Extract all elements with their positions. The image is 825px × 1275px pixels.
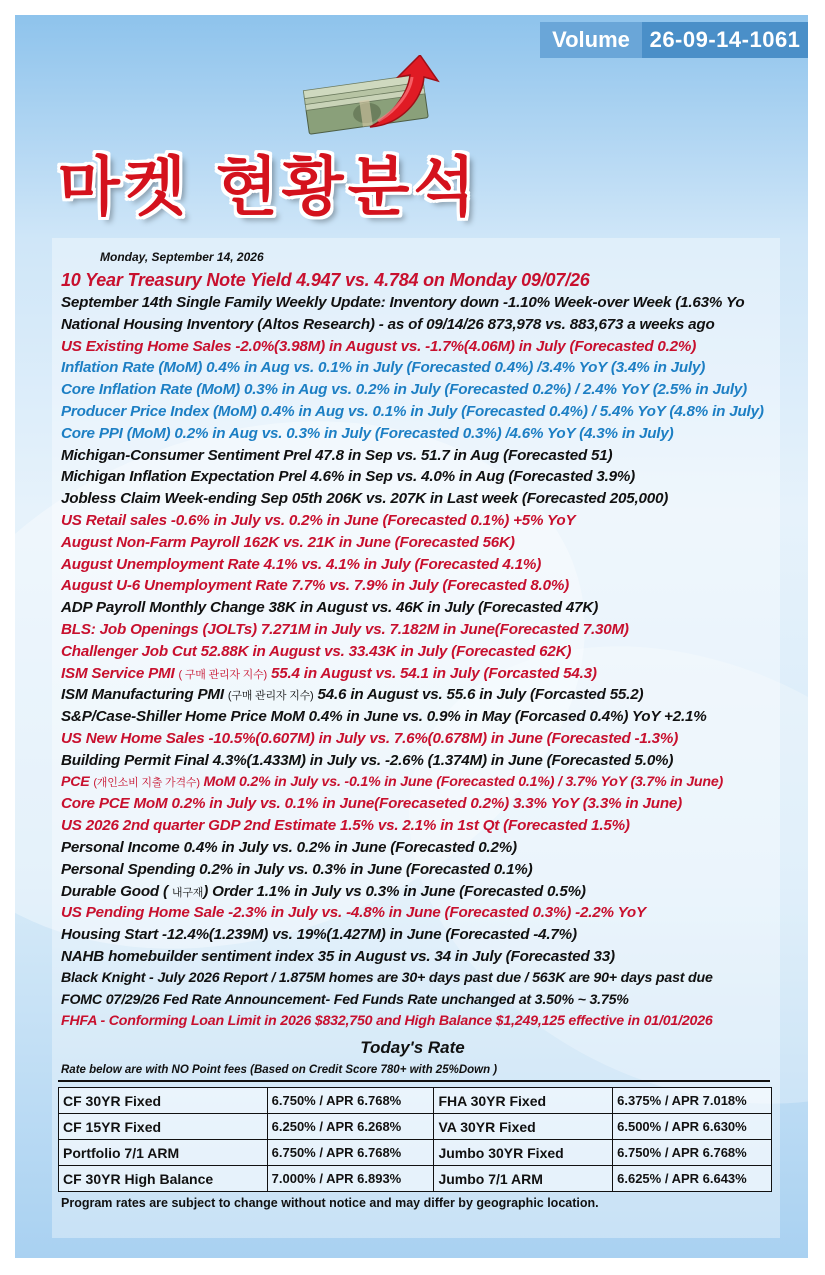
- rate-value: 6.750% / APR 6.768%: [267, 1088, 434, 1114]
- indicator-line: National Housing Inventory (Altos Research) - as of 09/14/26 873,978 vs. 883,673 a weeks ago: [61, 315, 715, 333]
- rate-value: 7.000% / APR 6.893%: [267, 1166, 434, 1192]
- product-name: Portfolio 7/1 ARM: [59, 1140, 268, 1166]
- rate-row: [59, 1088, 772, 1114]
- rates-disclaimer: Program rates are subject to change without notice and may differ by geographic location.: [61, 1196, 599, 1210]
- indicator-text: 54.6 in August vs. 55.6 in July (Forcasted 55.2): [313, 686, 644, 704]
- korean-annotation: (개인소비 지출 가격수): [93, 776, 200, 789]
- indicator-line: NAHB homebuilder sentiment index 35 in August vs. 34 in July (Forecasted 33): [61, 947, 615, 965]
- indicator-line: FHFA - Conforming Loan Limit in 2026 $832,750 and High Balance $1,249,125 effective in 01/01/2026: [61, 1013, 713, 1030]
- indicator-line: BLS: Job Openings (JOLTs) 7.271M in July vs. 7.182M in June(Forecasted 7.30M): [61, 620, 629, 638]
- indicator-line: Core PPI (MoM) 0.2% in Aug vs. 0.3% in July (Forecasted 0.3%) /4.6% YoY (4.3% in July): [61, 424, 674, 442]
- indicator-line: US Retail sales -0.6% in July vs. 0.2% in June (Forecasted 0.1%) +5% YoY: [61, 511, 576, 529]
- indicator-line: 10 Year Treasury Note Yield 4.947 vs. 4.784 on Monday 09/07/26: [61, 270, 590, 290]
- indicator-line: Inflation Rate (MoM) 0.4% in Aug vs. 0.1% in July (Forecasted 0.4%) /3.4% YoY (3.4% in July): [61, 359, 706, 377]
- indicator-line: [61, 684, 816, 706]
- product-name: Jumbo 30YR Fixed: [434, 1140, 613, 1166]
- rate-value: 6.375% / APR 7.018%: [613, 1088, 772, 1114]
- indicator-line: August U-6 Unemployment Rate 7.7% vs. 7.9% in July (Forecasted 8.0%): [61, 577, 569, 595]
- volume-label: Volume: [540, 22, 642, 58]
- divider: [58, 1080, 770, 1082]
- indicator-line: August Non-Farm Payroll 162K vs. 21K in June (Forecasted 56K): [61, 533, 515, 551]
- product-name: CF 30YR High Balance: [59, 1166, 268, 1192]
- indicator-line: Producer Price Index (MoM) 0.4% in Aug vs. 0.1% in July (Forecasted 0.4%) / 5.4% YoY (4.8% in July): [61, 402, 764, 420]
- product-name: CF 30YR Fixed: [59, 1088, 268, 1114]
- korean-annotation: (구매 관리자 지수): [227, 690, 314, 703]
- rate-value: 6.750% / APR 6.768%: [267, 1140, 434, 1166]
- rate-row: [59, 1166, 772, 1192]
- indicator-line: Building Permit Final 4.3%(1.433M) in July vs. -2.6% (1.374M) in June (Forecasted 5.0%): [61, 751, 674, 769]
- report-date: Monday, September 14, 2026: [100, 250, 264, 264]
- indicator-line: September 14th Single Family Weekly Update: Inventory down -1.10% Week-over Week (1.63% Yo: [61, 294, 745, 311]
- indicator-line: S&P/Case-Shiller Home Price MoM 0.4% in June vs. 0.9% in May (Forcased 0.4%) YoY +2.1%: [61, 708, 707, 726]
- indicator-text: PCE: [61, 773, 94, 790]
- rate-value: 6.750% / APR 6.768%: [613, 1140, 772, 1166]
- product-name: VA 30YR Fixed: [434, 1114, 613, 1140]
- volume-number: 26-09-14-1061: [649, 27, 801, 52]
- indicator-text: ) Order 1.1% in July vs 0.3% in June (Forecasted 0.5%): [203, 882, 586, 900]
- volume-badge: [540, 22, 808, 58]
- page-title: 마켓 현황분석: [58, 151, 480, 225]
- indicator-line: [61, 663, 816, 685]
- indicator-text: Durable Good (: [61, 882, 172, 900]
- indicator-line: Challenger Job Cut 52.88K in August vs. 33.43K in July (Forecasted 62K): [61, 642, 572, 660]
- indicator-line: US Existing Home Sales -2.0%(3.98M) in August vs. -1.7%(4.06M) in July (Forecasted 0.2%): [61, 337, 697, 355]
- rate-row: [59, 1114, 772, 1140]
- product-name: CF 15YR Fixed: [59, 1114, 268, 1140]
- indicator-text: 55.4 in August vs. 54.1 in July (Forcasted 54.3): [267, 664, 597, 682]
- indicator-line: ADP Payroll Monthly Change 38K in August vs. 46K in July (Forecasted 47K): [61, 599, 599, 617]
- indicator-line: [61, 881, 816, 903]
- indicator-line: US New Home Sales -10.5%(0.607M) in July vs. 7.6%(0.678M) in June (Forecasted -1.3%): [61, 729, 679, 747]
- product-name: FHA 30YR Fixed: [434, 1088, 613, 1114]
- indicator-line: FOMC 07/29/26 Fed Rate Announcement- Fed Funds Rate unchanged at 3.50% ~ 3.75%: [61, 991, 629, 1008]
- rate-value: 6.250% / APR 6.268%: [267, 1114, 434, 1140]
- indicator-line: Michigan-Consumer Sentiment Prel 47.8 in Sep vs. 51.7 in Aug (Forecasted 51): [61, 446, 613, 464]
- indicator-line: Personal Income 0.4% in July vs. 0.2% in June (Forecasted 0.2%): [61, 838, 517, 856]
- korean-annotation: 내구재: [171, 886, 204, 899]
- indicator-text: ISM Manufacturing PMI: [61, 686, 228, 704]
- indicator-line: Jobless Claim Week-ending Sep 05th 206K vs. 207K in Last week (Forecasted 205,000): [61, 490, 669, 508]
- indicator-line: US 2026 2nd quarter GDP 2nd Estimate 1.5% vs. 2.1% in 1st Qt (Forecasted 1.5%): [61, 817, 630, 835]
- product-name: Jumbo 7/1 ARM: [434, 1166, 613, 1192]
- indicator-line: US Pending Home Sale -2.3% in July vs. -4.8% in June (Forecasted 0.3%) -2.2% YoY: [61, 904, 646, 922]
- rates-title: Today's Rate: [360, 1038, 465, 1057]
- rates-note: Rate below are with NO Point fees (Based on Credit Score 780+ with 25%Down ): [61, 1064, 498, 1076]
- indicator-line: Housing Start -12.4%(1.239M) vs. 19%(1.427M) in June (Forecasted -4.7%): [61, 926, 577, 944]
- money-stack-red-arrow-icon: [300, 55, 448, 135]
- rate-value: 6.625% / APR 6.643%: [613, 1166, 772, 1192]
- indicator-line: Core Inflation Rate (MoM) 0.3% in Aug vs. 0.2% in July (Forecasted 0.2%) / 2.4% YoY (2.5% in July): [61, 381, 747, 399]
- rates-table: [58, 1087, 772, 1192]
- indicator-line: Black Knight - July 2026 Report / 1.875M homes are 30+ days past due / 563K are 90+ days past due: [61, 969, 713, 986]
- rate-value: 6.500% / APR 6.630%: [613, 1114, 772, 1140]
- indicator-line: August Unemployment Rate 4.1% vs. 4.1% in July (Forecasted 4.1%): [61, 555, 542, 573]
- market-indicator-list: [61, 268, 816, 1033]
- indicator-line: Personal Spending 0.2% in July vs. 0.3% in June (Forecasted 0.1%): [61, 860, 533, 878]
- indicator-text: ISM Service PMI: [61, 664, 179, 682]
- indicator-text: MoM 0.2% in July vs. -0.1% in June (Forecasted 0.1%) / 3.7% YoY (3.7% in June): [199, 773, 724, 790]
- indicator-line: Core PCE MoM 0.2% in July vs. 0.1% in June(Forecaseted 0.2%) 3.3% YoY (3.3% in June): [61, 795, 683, 813]
- rate-row: [59, 1140, 772, 1166]
- indicator-line: [61, 772, 816, 794]
- korean-annotation: ( 구매 관리자 지수): [178, 668, 267, 681]
- indicator-line: Michigan Inflation Expectation Prel 4.6% in Sep vs. 4.0% in Aug (Forecasted 3.9%): [61, 468, 636, 486]
